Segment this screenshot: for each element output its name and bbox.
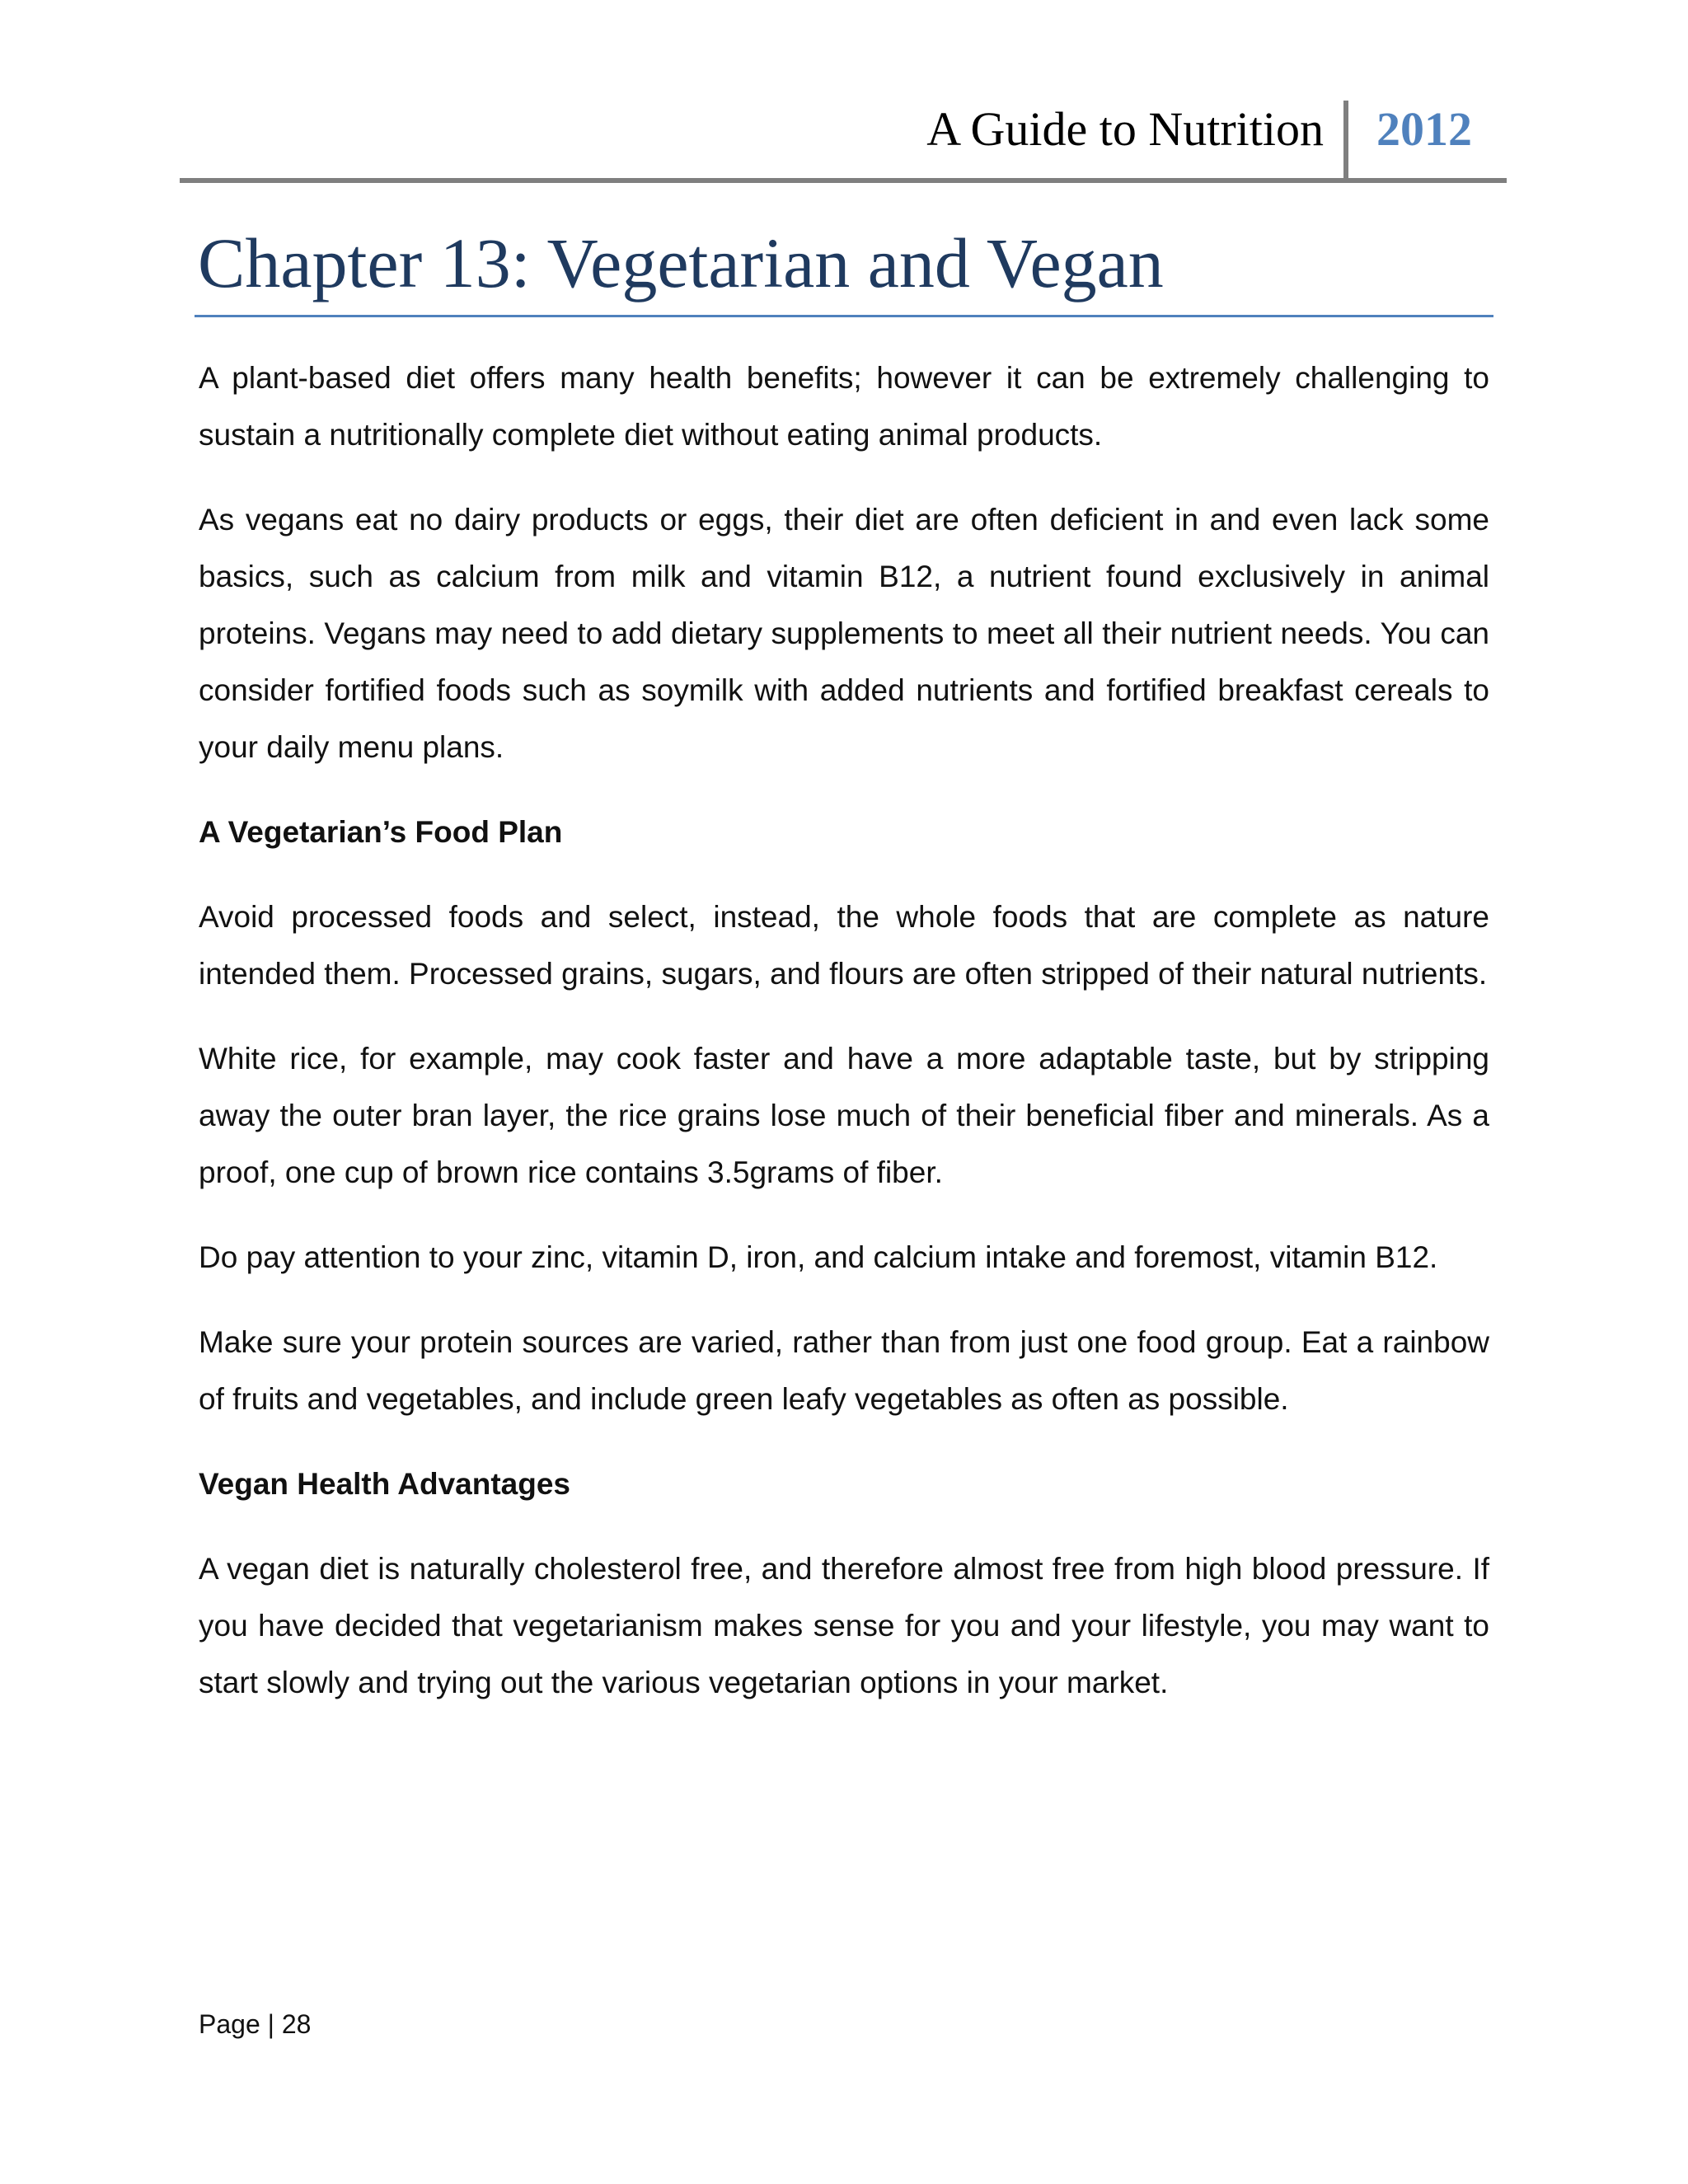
header-divider: [1343, 101, 1348, 178]
processed-foods-paragraph: Avoid processed foods and select, instead, the whole foods that are complete as nature intended them. Processed grains, sugars, and flours are often stripped of their natural nutrients.: [199, 900, 1489, 991]
section-heading-food-plan: A Vegetarian’s Food Plan: [199, 815, 563, 849]
header-title: A Guide to Nutrition: [926, 102, 1324, 156]
protein-sources-paragraph: Make sure your protein sources are varied, rather than from just one food group. Eat a rainbow of fruits and vegetables, and include green leafy vegetables as often as possible.: [199, 1325, 1489, 1416]
section-heading-vegan-advantages: Vegan Health Advantages: [199, 1467, 570, 1501]
page-header: [180, 97, 1507, 183]
nutrient-attention-paragraph: Do pay attention to your zinc, vitamin D, iron, and calcium intake and foremost, vitamin B12.: [199, 1240, 1438, 1274]
vegan-advantages-paragraph: A vegan diet is naturally cholesterol free, and therefore almost free from high blood pressure. If you have decided that vegetarianism makes sense for you and your lifestyle, you may want to start slowly and trying out the various vegetarian options in your market.: [199, 1552, 1489, 1699]
chapter-title-rule: [195, 315, 1493, 317]
chapter-title: Chapter 13: Vegetarian and Vegan: [198, 223, 1164, 302]
white-rice-paragraph: White rice, for example, may cook faster and have a more adaptable taste, but by stripping away the outer bran layer, the rice grains lose much of their beneficial fiber and minerals. As a proof, one cup of brown rice contains 3.5grams of fiber.: [199, 1042, 1489, 1189]
intro-paragraph: A plant-based diet offers many health benefits; however it can be extremely challenging to sustain a nutritionally complete diet without eating animal products.: [199, 361, 1489, 452]
header-rule: [180, 178, 1507, 183]
header-year: 2012: [1376, 102, 1472, 156]
vegan-deficiency-paragraph: As vegans eat no dairy products or eggs, their diet are often deficient in and even lack some basics, such as calcium from milk and vitamin B12, a nutrient found exclusively in animal proteins. Vegans may need to add dietary supplements to meet all their nutrient needs. You can consider fortified foods such as soymilk with added nutrients and fortified breakfast cereals to your daily menu plans.: [199, 503, 1489, 764]
page-number: Page | 28: [199, 2009, 312, 2039]
body-content: [199, 349, 1489, 1739]
